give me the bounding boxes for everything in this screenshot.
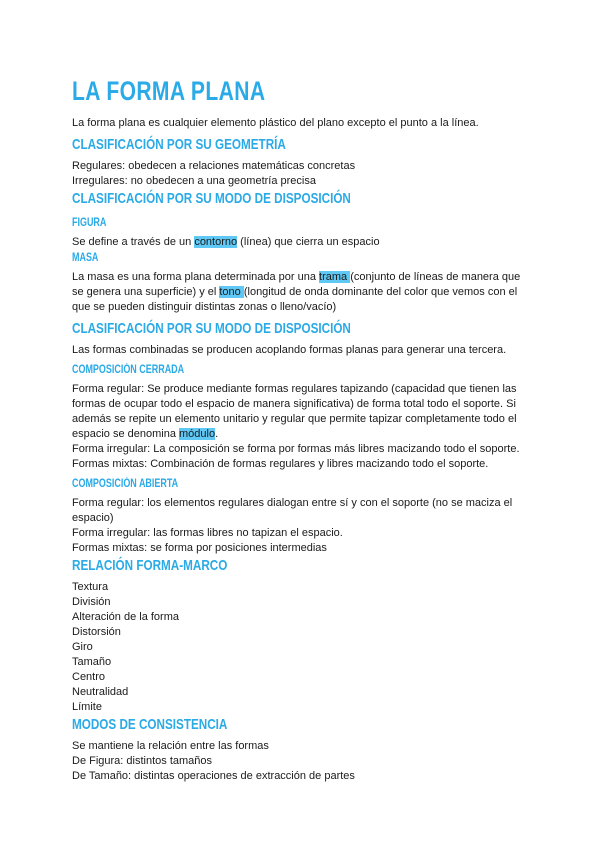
abierta-forma-regular: Forma regular: los elementos regulares dialogan entre sí y con el soporte (no se maciza el espacio): [72, 497, 513, 524]
list-item: División: [72, 596, 111, 608]
masa-text-a: La masa es una forma plana determinada por una: [72, 271, 320, 283]
geometria-line-irregulares: Irregulares: no obedecen a una geometría precisa: [72, 175, 316, 187]
heading-modos-consistencia: MODOS DE CONSISTENCIA: [72, 716, 228, 733]
consistencia-line: Se mantiene la relación entre las formas: [72, 740, 269, 752]
cerrada-forma-regular: [72, 382, 532, 442]
heading-geometria: CLASIFICACIÓN POR SU GEOMETRÍA: [72, 136, 286, 153]
list-item: Textura: [72, 581, 109, 593]
figura-paragraph: [72, 235, 532, 250]
consistencia-line: De Tamaño: distintas operaciones de extracción de partes: [72, 770, 355, 782]
heading-forma-marco: RELACIÓN FORMA-MARCO: [72, 557, 228, 574]
figura-text-a: Se define a través de un: [72, 236, 195, 248]
cerrada-forma-irregular: Forma irregular: La composición se forma por formas más libres macizando todo el soporte.: [72, 443, 520, 455]
highlight-contorno: contorno: [194, 236, 238, 248]
geometria-line-regulares: Regulares: obedecen a relaciones matemáticas concretas: [72, 160, 356, 172]
abierta-forma-irregular: Forma irregular: las formas libres no tapizan el espacio.: [72, 527, 343, 539]
highlight-trama: trama: [319, 271, 351, 283]
list-item: Distorsión: [72, 626, 121, 638]
list-item: Centro: [72, 671, 106, 683]
masa-text-b: (conjunto de líneas de manera que se genera una superficie) y el: [72, 271, 521, 298]
figura-text-b: (línea) que cierra un espacio: [237, 236, 380, 248]
combinadas-paragraph: Las formas combinadas se producen acoplando formas planas para generar una tercera.: [72, 344, 507, 356]
document-page: [72, 74, 532, 784]
cerrada-regular-text-b: .: [215, 428, 219, 440]
subheading-composicion-cerrada: COMPOSICIÓN CERRADA: [72, 364, 185, 376]
cerrada-formas-mixtas: Formas mixtas: Combinación de formas regulares y libres macizando todo el soporte.: [72, 458, 489, 470]
list-item: Tamaño: [72, 656, 112, 668]
list-item: Límite: [72, 701, 102, 713]
cerrada-regular-text-a: Forma regular: Se produce mediante formas regulares tapizando (capacidad que tienen las formas de ocupar todo el espacio de manera significativa) de forma total todo el soporte. Si además se repite un elemento unitario y regular que permite tapizar completamente todo el espacio se denomina: [72, 383, 517, 440]
consistencia-line: De Figura: distintos tamaños: [72, 755, 213, 767]
abierta-formas-mixtas: Formas mixtas: se forma por posiciones intermedias: [72, 542, 327, 554]
page-title: LA FORMA PLANA: [72, 76, 266, 106]
highlight-modulo: módulo: [179, 428, 216, 440]
subheading-figura: FIGURA: [72, 217, 107, 229]
masa-paragraph: [72, 270, 532, 315]
heading-disposicion-2: CLASIFICACIÓN POR SU MODO DE DISPOSICIÓN: [72, 320, 351, 337]
list-item: Giro: [72, 641, 93, 653]
list-item: Neutralidad: [72, 686, 129, 698]
masa-text-c: (longitud de onda dominante del color que vemos con el que se pueden distinguir distintas zonas o lleno/vacío): [72, 286, 518, 313]
highlight-tono: tono: [219, 286, 244, 298]
subheading-masa: MASA: [72, 252, 99, 264]
subheading-composicion-abierta: COMPOSICIÓN ABIERTA: [72, 478, 179, 490]
heading-disposicion-1: CLASIFICACIÓN POR SU MODO DE DISPOSICIÓN: [72, 190, 351, 207]
intro-paragraph: La forma plana es cualquier elemento plástico del plano excepto el punto a la línea.: [72, 117, 479, 129]
list-item: Alteración de la forma: [72, 611, 179, 623]
